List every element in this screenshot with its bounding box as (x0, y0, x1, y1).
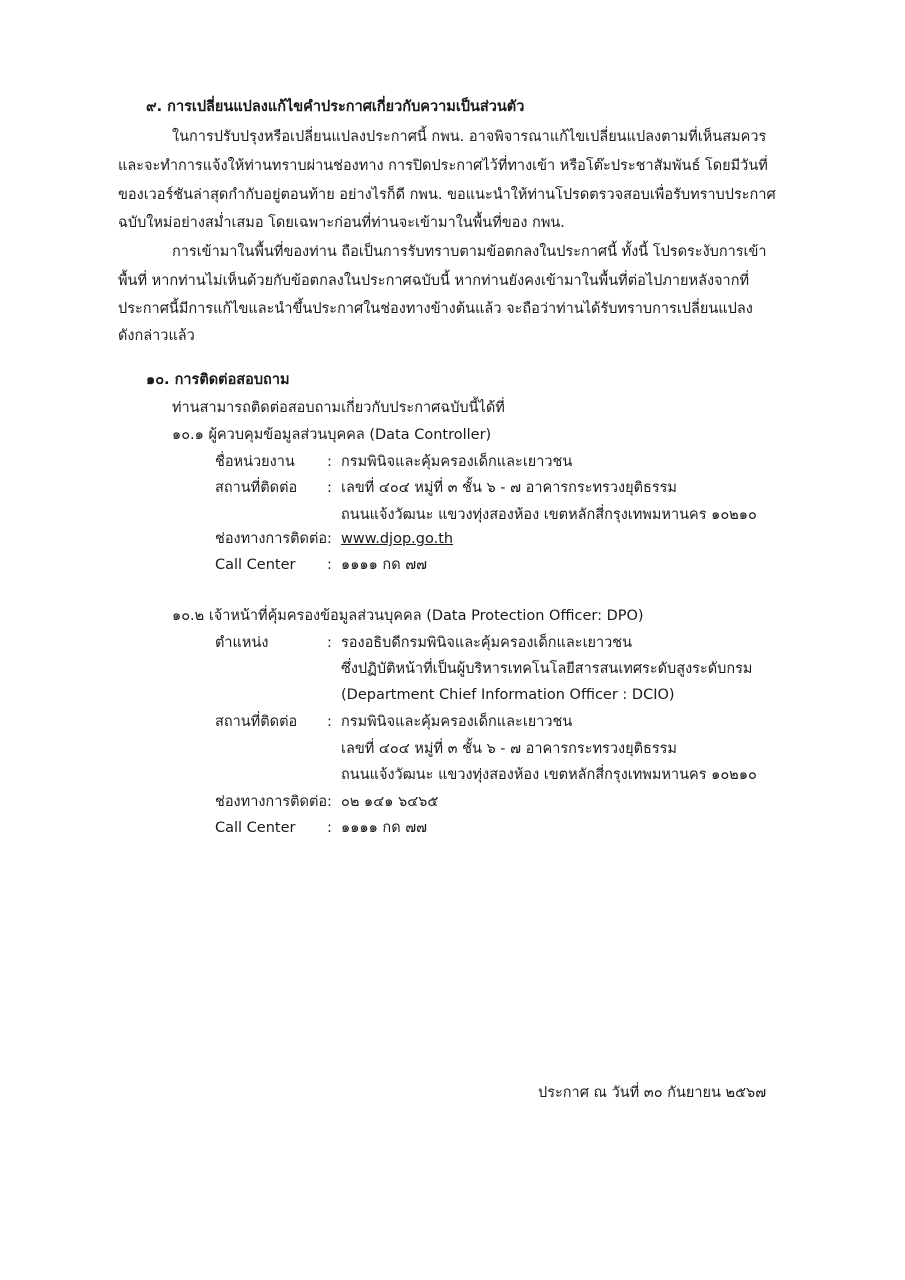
dpo-position-line-2: ซึ่งปฏิบัติหน้าที่เป็นผู้บริหารเทคโนโลยีสารสนเทศระดับสูงระดับกรม (341, 661, 753, 677)
dpo-address-label: สถานที่ติดต่อ (215, 714, 298, 730)
section-9-p2-line-3: ประกาศนี้มีการแก้ไขและนำขึ้นประกาศในช่องทางข้างต้นแล้ว จะถือว่าท่านได้รับทราบการเปลี่ยนแปลง (118, 301, 753, 317)
colon: : (327, 794, 332, 810)
dpo-position-line-3: (Department Chief Information Officer : DCIO) (341, 687, 675, 703)
controller-address-line-2: ถนนแจ้งวัฒนะ แขวงทุ่งสองห้อง เขตหลักสี่กรุงเทพมหานคร ๑๐๒๑๐ (341, 507, 757, 523)
section-9-p1-line-4: ฉบับใหม่อย่างสม่ำเสมอ โดยเฉพาะก่อนที่ท่านจะเข้ามาในพื้นที่ของ กพน. (118, 215, 565, 231)
section-9-p2-line-1: การเข้ามาในพื้นที่ของท่าน ถือเป็นการรับทราบตามข้อตกลงในประกาศนี้ ทั้งนี้ โปรดระงับการเข้า (172, 244, 767, 260)
controller-channel-label: ช่องทางการติดต่อ (215, 531, 328, 547)
section-9-p2-line-4: ดังกล่าวแล้ว (118, 328, 195, 344)
controller-agency-label: ชื่อหน่วยงาน (215, 454, 295, 470)
controller-heading: ๑๐.๑ ผู้ควบคุมข้อมูลส่วนบุคคล (Data Controller) (172, 427, 492, 443)
dpo-callcenter-label: Call Center (215, 820, 296, 836)
dpo-position-label: ตำแหน่ง (215, 635, 269, 651)
colon: : (327, 557, 332, 573)
controller-website-link[interactable]: www.djop.go.th (341, 531, 454, 547)
section-10-intro: ท่านสามารถติดต่อสอบถามเกี่ยวกับประกาศฉบับนี้ได้ที่ (172, 400, 505, 416)
colon: : (327, 820, 332, 836)
dpo-address-line-3: ถนนแจ้งวัฒนะ แขวงทุ่งสองห้อง เขตหลักสี่กรุงเทพมหานคร ๑๐๒๑๐ (341, 767, 757, 783)
controller-agency-value: กรมพินิจและคุ้มครองเด็กและเยาวชน (341, 454, 573, 470)
controller-address-label: สถานที่ติดต่อ (215, 480, 298, 496)
dpo-channel-label: ช่องทางการติดต่อ (215, 794, 328, 810)
controller-address-line-1: เลขที่ ๔๐๔ หมู่ที่ ๓ ชั้น ๖ - ๗ อาคารกระทรวงยุติธรรม (341, 480, 677, 496)
announcement-date: ประกาศ ณ วันที่ ๓๐ กันยายน ๒๕๖๗ (538, 1085, 767, 1101)
dpo-address-line-1: กรมพินิจและคุ้มครองเด็กและเยาวชน (341, 714, 573, 730)
section-9-p1-line-1: ในการปรับปรุงหรือเปลี่ยนแปลงประกาศนี้ กพน. อาจพิจารณาแก้ไขเปลี่ยนแปลงตามที่เห็นสมควร (172, 129, 767, 145)
controller-callcenter-label: Call Center (215, 557, 296, 573)
colon: : (327, 454, 332, 470)
section-9-p1-line-2: และจะทำการแจ้งให้ท่านทราบผ่านช่องทาง การปิดประกาศไว้ที่ทางเข้า หรือโต๊ะประชาสัมพันธ์ โดยมีวันที่ (118, 158, 768, 174)
dpo-callcenter-value: ๑๑๑๑ กด ๗๗ (341, 820, 428, 836)
colon: : (327, 480, 332, 496)
colon: : (327, 714, 332, 730)
section-9-heading: ๙. การเปลี่ยนแปลงแก้ไขคำประกาศเกี่ยวกับความเป็นส่วนตัว (146, 99, 525, 115)
dpo-address-line-2: เลขที่ ๔๐๔ หมู่ที่ ๓ ชั้น ๖ - ๗ อาคารกระทรวงยุติธรรม (341, 741, 677, 757)
dpo-position-line-1: รองอธิบดีกรมพินิจและคุ้มครองเด็กและเยาวชน (341, 635, 633, 651)
colon: : (327, 635, 332, 651)
section-9-p2-line-2: พื้นที่ หากท่านไม่เห็นด้วยกับข้อตกลงในประกาศฉบับนี้ หากท่านยังคงเข้ามาในพื้นที่ต่อไปภายหลังจากที่ (118, 273, 750, 289)
colon: : (327, 531, 332, 547)
dpo-heading: ๑๐.๒ เจ้าหน้าที่คุ้มครองข้อมูลส่วนบุคคล (Data Protection Officer: DPO) (172, 608, 644, 624)
section-9-p1-line-3: ของเวอร์ชันล่าสุดกำกับอยู่ตอนท้าย อย่างไรก็ดี กพน. ขอแนะนำให้ท่านโปรดตรวจสอบเพื่อรับทราบประกาศ (118, 187, 776, 203)
section-10-heading: ๑๐. การติดต่อสอบถาม (146, 372, 290, 388)
dpo-channel-value: ๐๒ ๑๔๑ ๖๔๖๕ (341, 794, 439, 810)
controller-callcenter-value: ๑๑๑๑ กด ๗๗ (341, 557, 428, 573)
